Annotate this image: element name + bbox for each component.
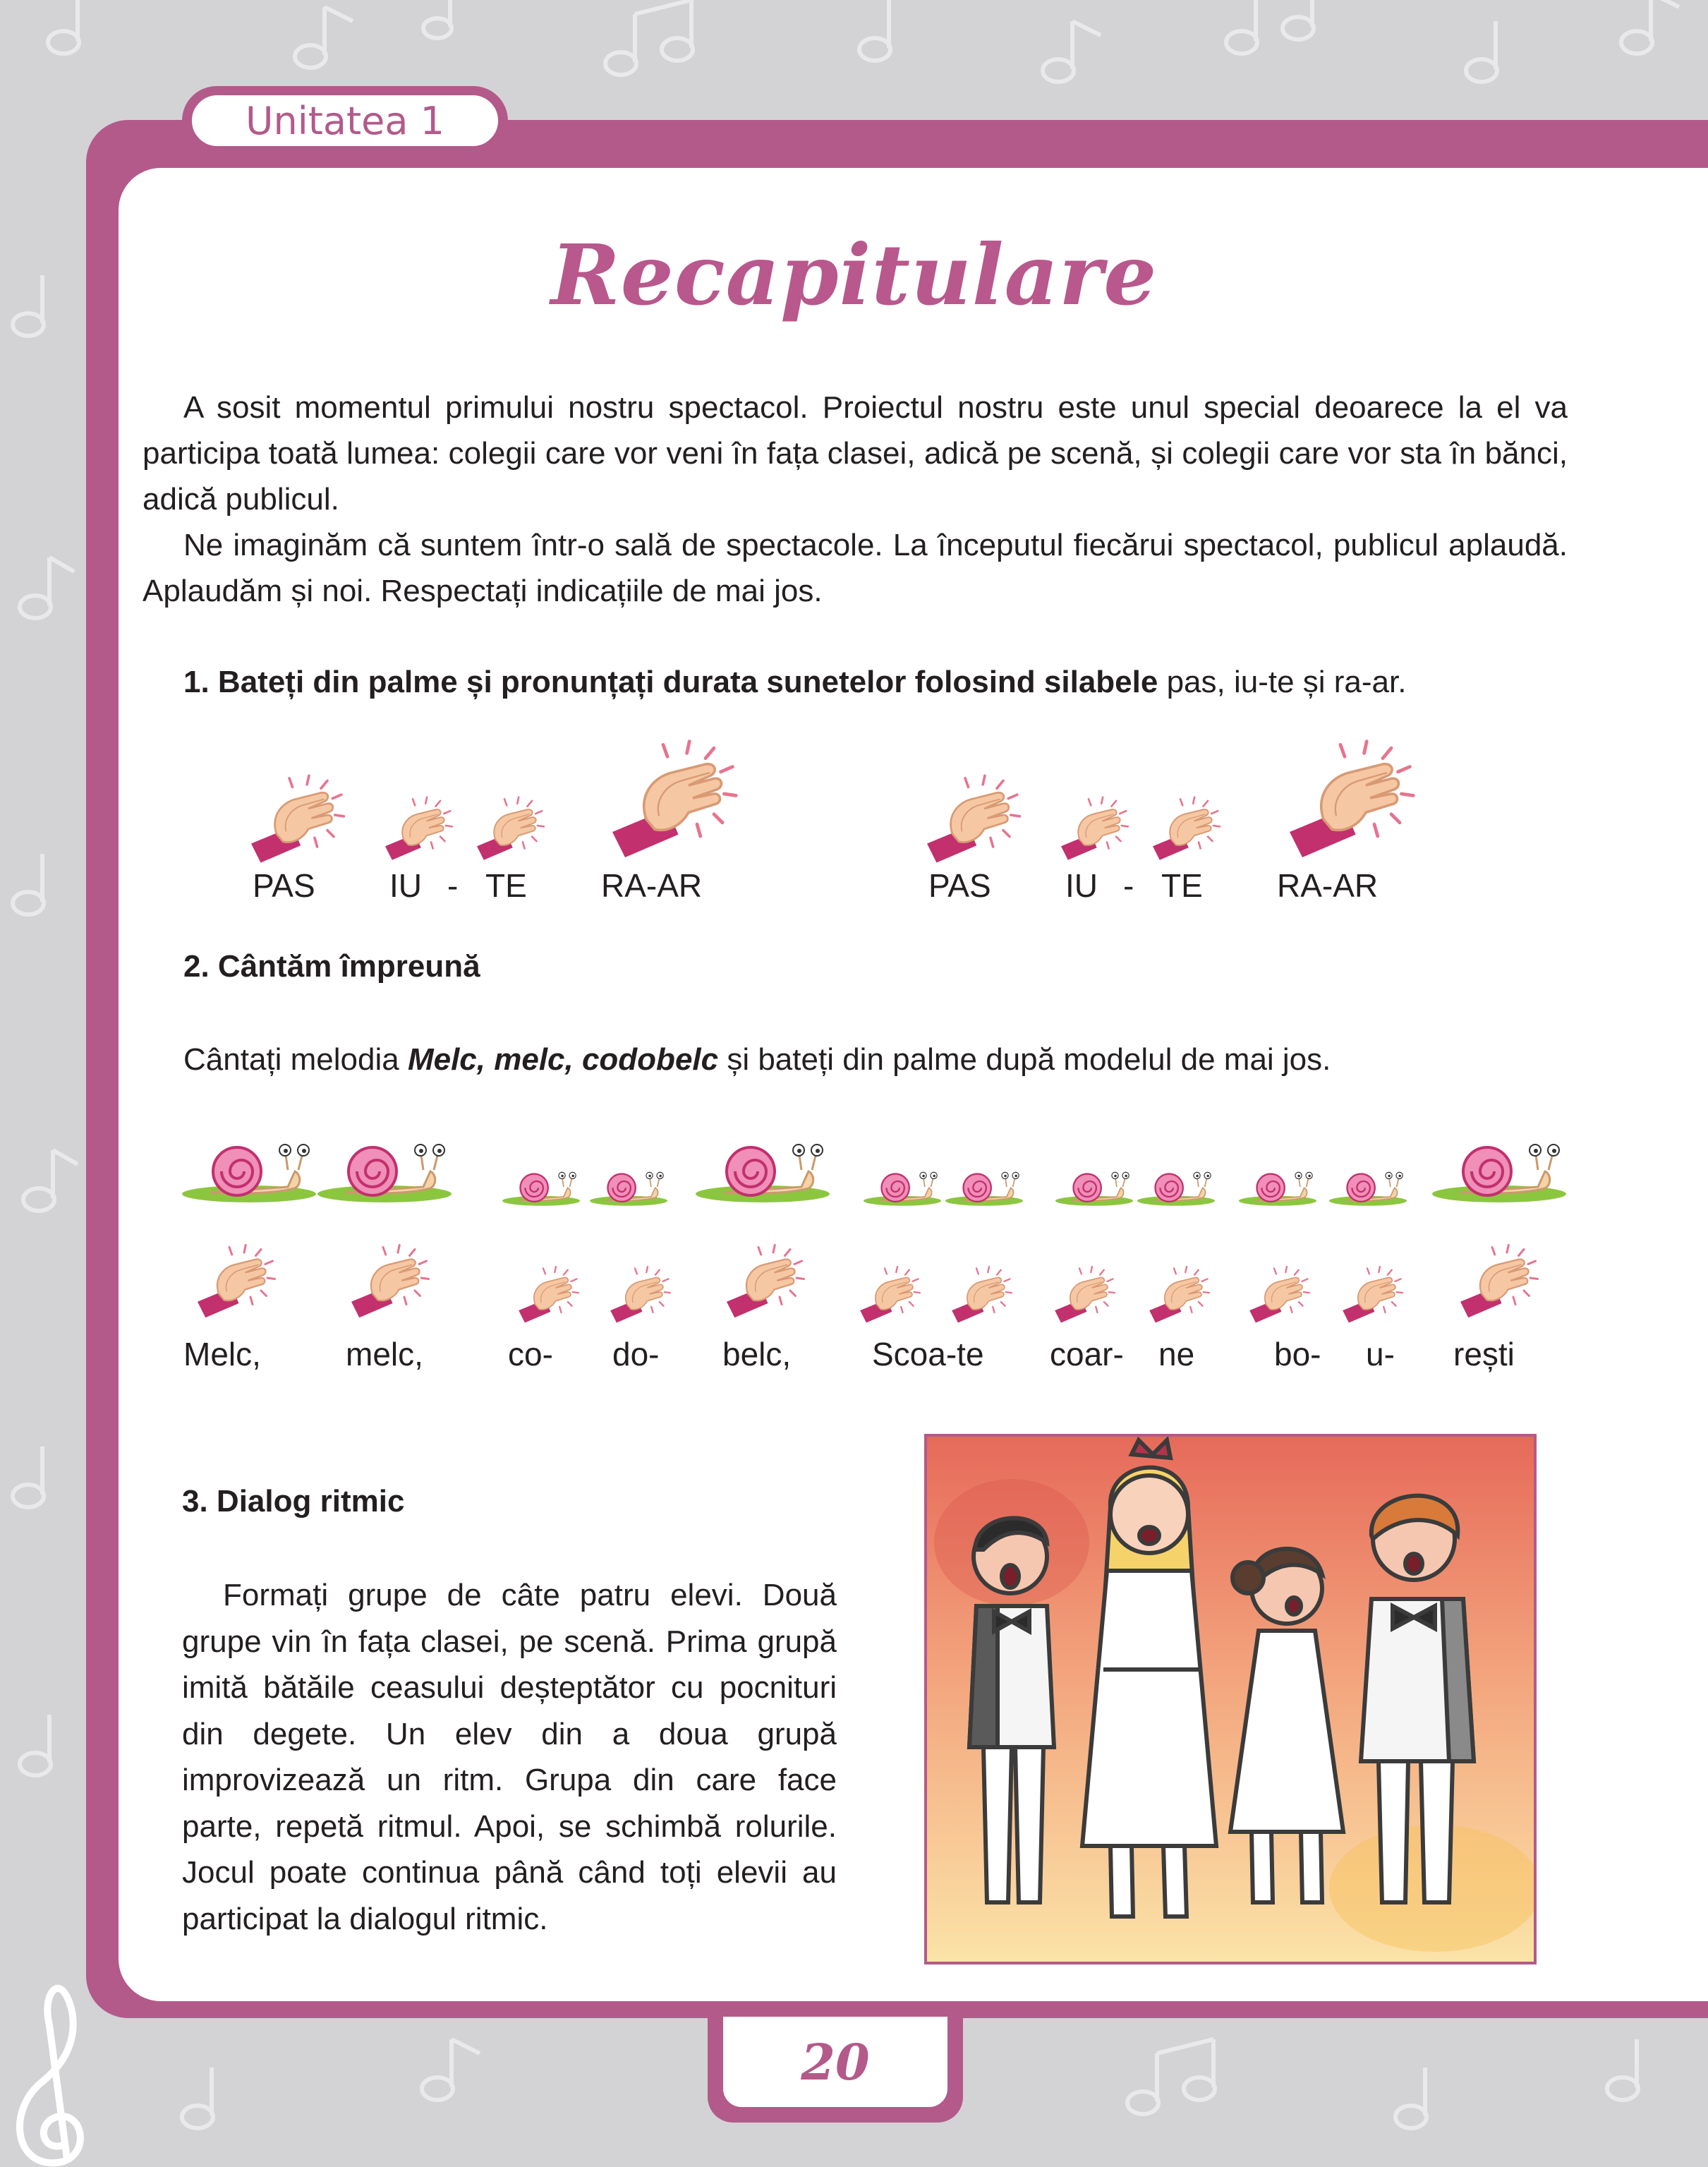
lyric-syllable: rești <box>1453 1336 1515 1372</box>
clapping-hands-icon <box>844 1260 926 1324</box>
music-note-icon <box>605 0 693 75</box>
clapping-hands-icon <box>1439 1236 1545 1320</box>
exercise-3-heading-text: 3. Dialog ritmic <box>182 1484 405 1519</box>
music-note-icon <box>48 0 79 54</box>
music-note-icon <box>1395 2068 1427 2128</box>
rhythm-label-ra-ar: RA-AR <box>601 867 703 904</box>
page-title: Recapitulare <box>550 226 1158 324</box>
snail-icon <box>1329 1171 1407 1207</box>
clapping-hands-icon <box>330 1236 436 1320</box>
lyric-syllable: co- <box>508 1336 553 1372</box>
rhythm-label-ra-ar: RA-AR <box>1277 867 1379 904</box>
snail-icon <box>317 1143 452 1204</box>
snail-icon <box>1137 1171 1215 1207</box>
exercise-1-heading-bold: 1. Bateți din palme și pronunțați durata sunetelor folosind silabele <box>183 665 1158 699</box>
music-note-icon <box>423 0 452 38</box>
clapping-hands-icon <box>579 727 748 861</box>
clapping-hands-icon <box>367 790 459 861</box>
children-painting <box>927 1437 1534 1962</box>
clapping-hands-icon <box>705 1236 811 1320</box>
lyric-syllable: u- <box>1366 1336 1395 1372</box>
page-number: 20 <box>723 2017 947 2107</box>
rhythm-label-pas: PAS <box>928 867 991 904</box>
intro-paragraph-1: A sosit momentul primului nostru spectacol. Proiectul nostru este unul special deoarece la el va participa toată lumea: colegii care vor veni în fața clasei, adică pe scenă, și colegii care vor sta în bănci, adică publicul. <box>143 390 1568 517</box>
lyric-syllable: do- <box>612 1336 660 1372</box>
lyric-syllable: belc, <box>722 1336 792 1372</box>
snail-icon <box>502 1171 580 1207</box>
music-note-icon <box>20 1715 51 1775</box>
music-note-icon <box>1043 21 1101 82</box>
clapping-hands-icon <box>1233 1260 1315 1324</box>
rhythm-label-te: TE <box>1161 867 1203 904</box>
lyric-syllable: Melc, <box>183 1336 261 1372</box>
exercise-1-heading <box>183 661 1594 704</box>
music-note-icon <box>859 0 890 61</box>
clapping-hands-icon <box>1133 1260 1215 1324</box>
song-title: Melc, melc, codobelc <box>407 1042 719 1077</box>
music-note-icon <box>13 1447 44 1507</box>
instruction-post: și bateți din palme după modelul de mai jos. <box>718 1042 1331 1077</box>
intro-paragraph-2: Ne imaginăm că suntem într-o sală de spectacole. La începutul fiecărui spectacol, publicul aplaudă. Aplaudăm și noi. Respectați indicațiile de mai jos. <box>143 528 1568 608</box>
clapping-hands-icon <box>226 766 353 864</box>
exercise-3-text <box>182 1572 837 1942</box>
exercise-3-heading <box>182 1480 404 1523</box>
snail-icon <box>182 1143 316 1204</box>
rhythm-label-dash: - <box>447 867 459 904</box>
lyric-syllable: coar- <box>1050 1336 1124 1372</box>
music-note-icon <box>295 7 353 68</box>
snail-icon <box>1432 1143 1566 1204</box>
unit-label: Unitatea 1 <box>189 92 501 149</box>
clapping-hands-icon <box>176 1236 282 1320</box>
music-note-icon <box>1607 2039 1638 2100</box>
lyric-syllable: bo- <box>1274 1336 1321 1372</box>
snail-icon <box>864 1171 941 1207</box>
clapping-hands-icon <box>459 790 550 861</box>
music-note-icon <box>1226 0 1314 54</box>
rhythm-label-iu: IU <box>389 867 422 904</box>
intro-text <box>143 385 1568 614</box>
exercise-3-paragraph: Formați grupe de câte patru elevi. Două grupe vin în fața clasei, pe scenă. Prima grupă imită bătăile ceasului deșteptător cu pocnituri din degete. Un elev din a doua grupă improvizează un ritm. Grupa din care face parte, repetă ritmul. Apoi, se schimbă rolurile. Jocul poate continua până când toți elevii au participat la dialogul ritmic. <box>182 1578 837 1936</box>
music-note-icon <box>1466 21 1497 82</box>
snail-icon <box>945 1171 1023 1207</box>
snail-icon <box>590 1171 667 1207</box>
snail-icon <box>696 1143 830 1204</box>
children-singing-illustration <box>924 1434 1537 1964</box>
music-note-icon <box>1621 0 1679 54</box>
exercise-1-heading-rest: pas, iu-te și ra-ar. <box>1158 665 1407 699</box>
clapping-hands-icon <box>1326 1260 1408 1324</box>
music-note-icon <box>20 557 74 618</box>
instruction-pre: Cântați melodia <box>183 1042 408 1077</box>
music-note-icon <box>422 2039 480 2100</box>
clapping-hands-icon <box>594 1260 676 1324</box>
music-note-icon <box>182 2068 213 2128</box>
clapping-hands-icon <box>1038 1260 1120 1324</box>
exercise-2-heading <box>183 946 480 988</box>
clapping-hands-icon <box>1134 790 1226 861</box>
clapping-hands-icon <box>1043 790 1134 861</box>
clapping-hands-icon <box>1256 727 1425 861</box>
clapping-hands-icon <box>502 1260 584 1324</box>
music-note-icon <box>1127 2039 1215 2114</box>
rhythm-label-te: TE <box>485 867 527 904</box>
music-note-icon <box>23 1150 78 1211</box>
lyric-syllable: melc, <box>346 1336 423 1372</box>
snail-icon <box>1239 1171 1316 1207</box>
exercise-2-instruction <box>183 1039 1559 1081</box>
clapping-hands-icon <box>902 766 1029 864</box>
rhythm-label-pas: PAS <box>253 867 315 904</box>
music-note-icon <box>13 854 44 915</box>
exercise-2-heading-text: 2. Cântăm împreună <box>183 949 480 984</box>
rhythm-label-iu: IU <box>1065 867 1098 904</box>
clapping-hands-icon <box>935 1260 1017 1324</box>
snail-icon <box>1055 1171 1133 1207</box>
lyric-syllable: Scoa-te <box>872 1336 984 1372</box>
rhythm-label-dash: - <box>1123 867 1134 904</box>
treble-clef-icon <box>20 1988 80 2163</box>
lyric-syllable: ne <box>1158 1336 1195 1372</box>
